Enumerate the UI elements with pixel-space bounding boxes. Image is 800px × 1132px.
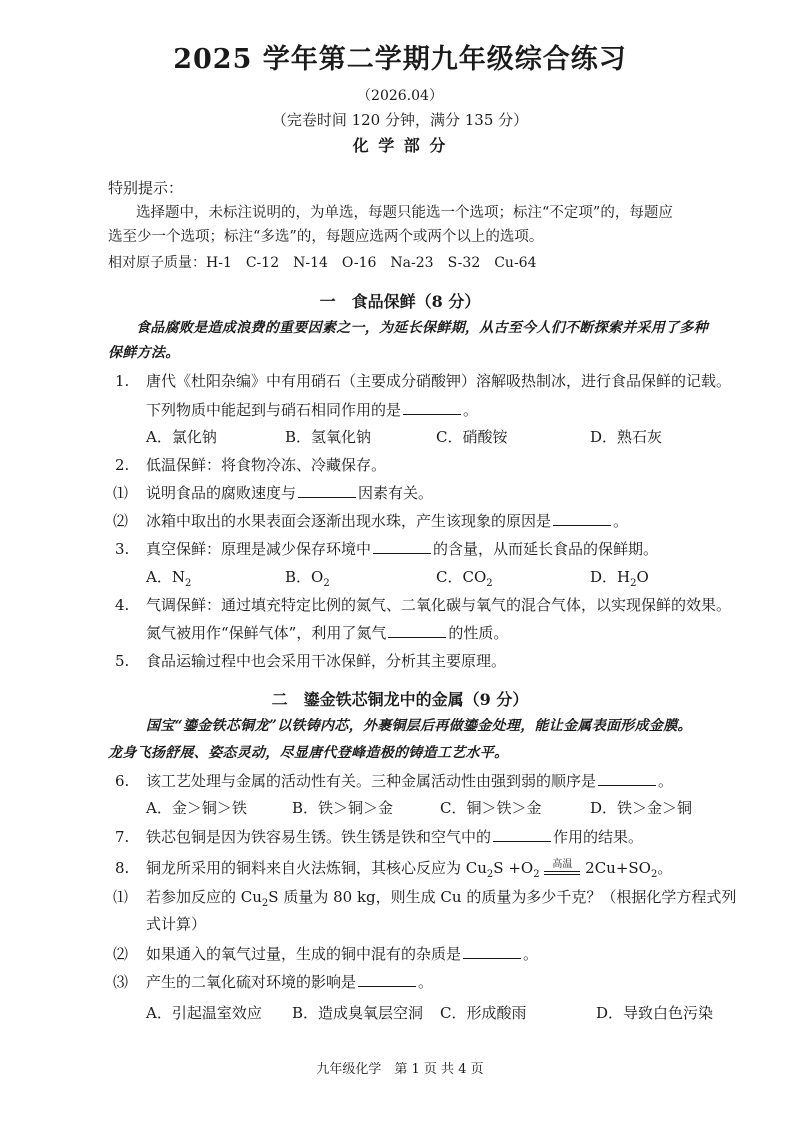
q6-option-d[interactable]: D．铁＞金＞铜: [590, 799, 693, 817]
section-2-title: 二 鎏金铁芯铜龙中的金属（9 分）: [271, 690, 529, 709]
atomic-mass: 相对原子质量：H-1 C-12 N-14 O-16 Na-23 S-32 Cu-64: [108, 255, 537, 271]
q8-3-option-a[interactable]: A．引起温室效应: [146, 1004, 262, 1022]
q8-3-option-d[interactable]: D．导致白色污染: [596, 1004, 714, 1022]
q1-answer-blank[interactable]: [403, 401, 461, 415]
q3-option-c[interactable]: C．$CO_2$: [436, 568, 493, 589]
q3-text: 真空保鲜：原理是减少保存环境中 的含量，从而延长食品的保鲜期。: [146, 540, 659, 558]
q6-answer-blank[interactable]: [598, 772, 656, 786]
section-1-title: 一 食品保鲜（8 分）: [319, 292, 481, 311]
q5-text: 食品运输过程中也会采用干冰保鲜，分析其主要原理。: [146, 652, 507, 670]
time-note: （完卷时间 120 分钟，满分 135 分）: [271, 111, 529, 129]
q3-option-d[interactable]: D．$H_2O$: [590, 568, 649, 589]
q3-option-b[interactable]: B．$O_2$: [285, 568, 330, 589]
section-1-intro-1: 食品腐败是造成浪费的重要因素之一，为延长保鲜期，从古至今人们不断探索并采用了多种: [136, 320, 708, 336]
q2-1-text: 说明食品的腐败速度与 因素有关。: [146, 484, 434, 502]
q7-answer-blank[interactable]: [493, 828, 551, 842]
q6-option-a[interactable]: A．金＞铜＞铁: [146, 799, 247, 817]
q4-text: 气调保鲜：通过填充特定比例的氮气、二氧化碳与氧气的混合气体，以实现保鲜的效果。: [146, 596, 732, 614]
q8-2-number: ⑵: [113, 945, 129, 963]
q1-option-c[interactable]: C．硝酸铵: [436, 428, 508, 446]
section-1-intro-2: 保鲜方法。: [108, 345, 180, 361]
section-2-intro-2: 龙身飞扬舒展、姿态灵动，尽显唐代登峰造极的铸造工艺水平。: [108, 745, 509, 761]
q5-number: 5.: [115, 652, 130, 670]
q1-number: 1.: [115, 372, 130, 390]
q1-option-d[interactable]: D．熟石灰: [590, 428, 663, 446]
q6-option-c[interactable]: C．铜＞铁＞金: [440, 799, 542, 817]
q6-option-b[interactable]: B．铁＞铜＞金: [292, 799, 394, 817]
q8-3-option-c[interactable]: C．形成酸雨: [440, 1004, 527, 1022]
q2-2-number: ⑵: [113, 512, 129, 530]
q8-2-answer-blank[interactable]: [463, 945, 521, 959]
page-footer: 九年级化学 第 1 页 共 4 页: [316, 1062, 484, 1077]
q1-text: 唐代《杜阳杂编》中有用硝石（主要成分硝酸钾）溶解吸热制冰，进行食品保鲜的记载。: [146, 372, 732, 390]
q8-3-text: 产生的二氧化硫对环境的影响是 。: [146, 973, 434, 991]
exam-date: （2026.04）: [357, 88, 443, 104]
q3-number: 3.: [115, 540, 130, 558]
q2-2-text: 冰箱中取出的水果表面会逐渐出现水珠，产生该现象的原因是 。: [146, 512, 629, 530]
q2-2-answer-blank[interactable]: [553, 512, 611, 526]
notice-line-2: 选至少一个选项；标注“多选”的，每题应选两个或两个以上的选项。: [108, 229, 544, 245]
q3-option-a[interactable]: A．$N_2$: [146, 568, 192, 589]
q8-3-answer-blank[interactable]: [358, 973, 416, 987]
q8-3-option-b[interactable]: B．造成臭氧层空洞: [292, 1004, 424, 1022]
q7-number: 7.: [115, 828, 130, 846]
q8-number: 8.: [115, 859, 130, 877]
q1-text-2: 下列物质中能起到与硝石相同作用的是 。: [146, 401, 479, 419]
notice-label: 特别提示：: [108, 179, 184, 197]
q7-text: 铁芯包铜是因为铁容易生锈。铁生锈是铁和空气中的 作用的结果。: [146, 828, 644, 846]
exam-title: 2025 学年第二学期九年级综合练习: [173, 44, 627, 75]
q4-answer-blank[interactable]: [388, 624, 446, 638]
section-2-intro-1: 国宝“鎏金铁芯铜龙”以铁铸内芯，外裹铜层后再做鎏金处理，能让金属表面形成金膜。: [146, 718, 692, 734]
q8-1-text: 若参加反应的 $Cu_2S$ 质量为 80 kg，则生成 Cu 的质量为多少千克？（根据化学方程式列: [146, 888, 737, 909]
q8-1-number: ⑴: [113, 888, 129, 906]
q3-answer-blank[interactable]: [373, 540, 431, 554]
q2-text: 低温保鲜：将食物冷冻、冷藏保存。: [146, 456, 387, 474]
q8-1-text-2: 式计算）: [146, 915, 207, 933]
q2-1-answer-blank[interactable]: [298, 484, 356, 498]
q4-number: 4.: [115, 596, 130, 614]
q6-text: 该工艺处理与金属的活动性有关。三种金属活动性由强到弱的顺序是 。: [146, 772, 674, 790]
notice-line-1: 选择题中，未标注说明的，为单选，每题只能选一个选项；标注“不定项”的，每题应: [136, 205, 673, 221]
q8-2-text: 如果通入的氧气过量，生成的铜中混有的杂质是 。: [146, 945, 539, 963]
q4-text-2: 氮气被用作“保鲜气体”，利用了氮气 的性质。: [146, 624, 509, 642]
q8-3-number: ⑶: [113, 973, 129, 991]
q2-1-number: ⑴: [113, 484, 129, 502]
reaction-condition: 高温: [544, 860, 580, 875]
q2-number: 2.: [115, 456, 130, 474]
subject-heading: 化 学 部 分: [352, 136, 448, 155]
q6-number: 6.: [115, 772, 130, 790]
q1-option-a[interactable]: A．氯化钠: [146, 428, 217, 446]
q8-text: 铜龙所采用的铜料来自火法炼铜，其核心反应为 $Cu_2S +O_2$ 高温 $2Cu+SO_2$。: [146, 859, 673, 880]
q1-option-b[interactable]: B．氢氧化钠: [285, 428, 372, 446]
